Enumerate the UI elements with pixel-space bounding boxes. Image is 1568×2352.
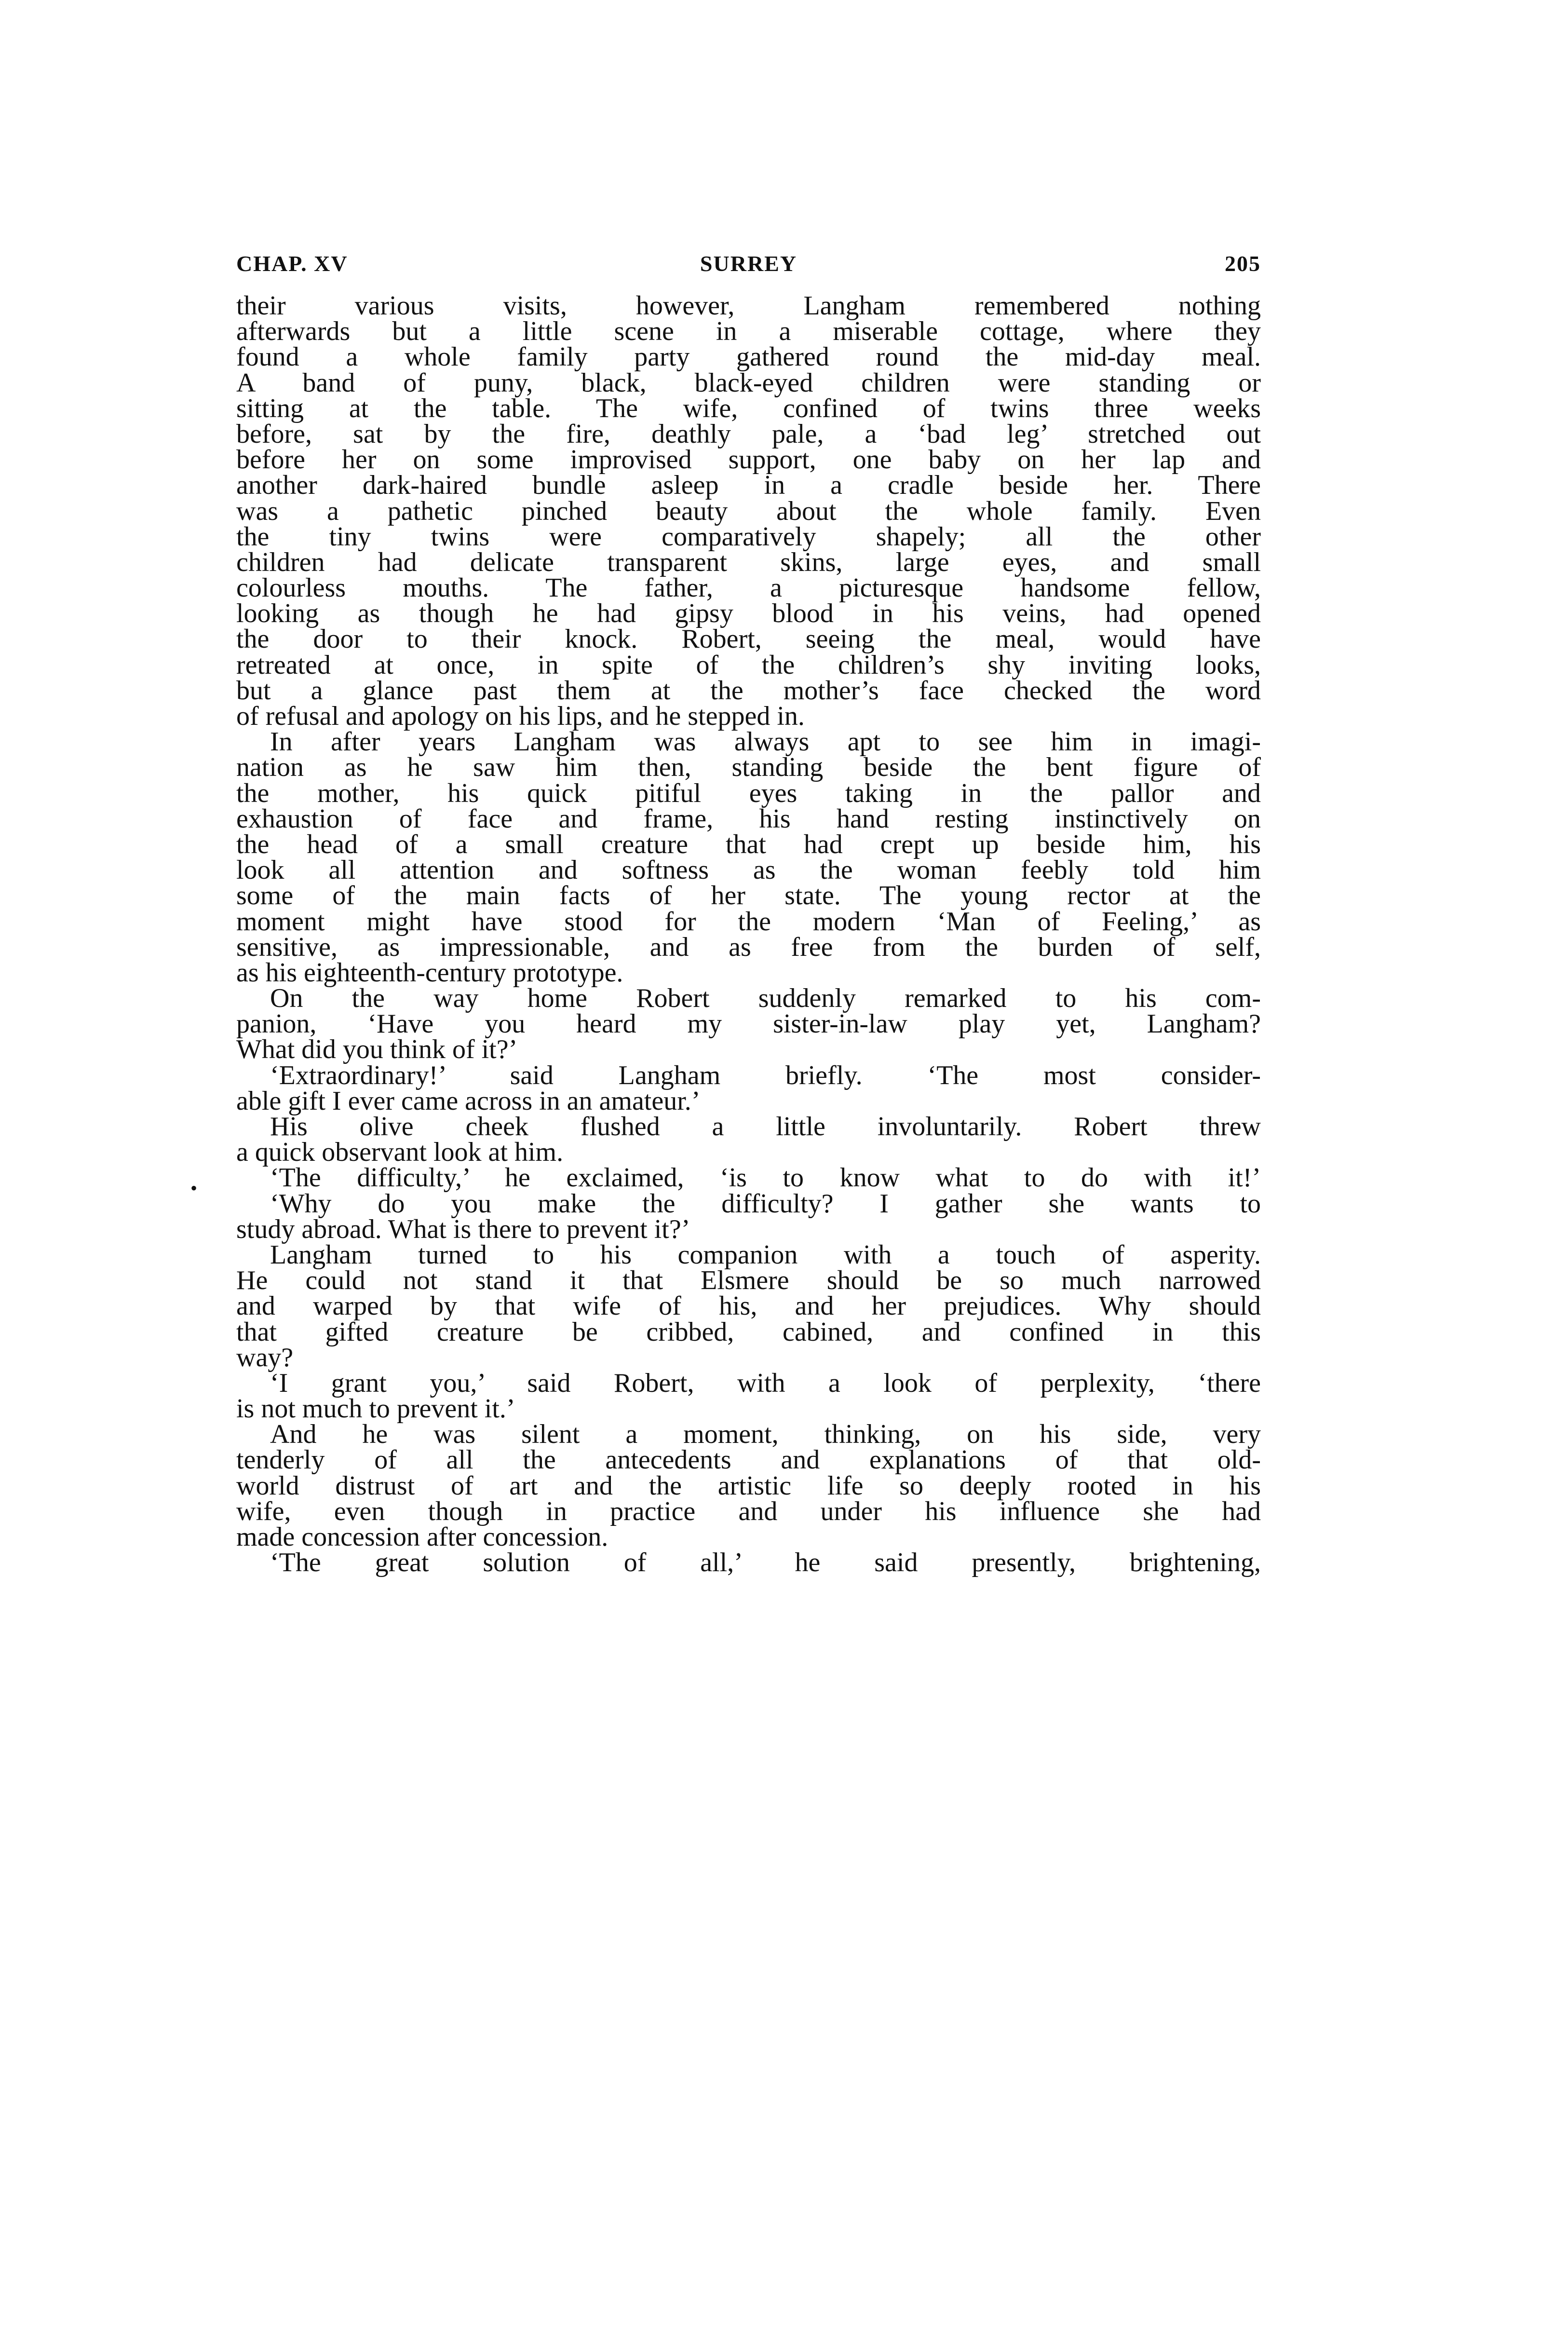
text-line: look all attention and softness as the woman feebly told him bbox=[236, 855, 1261, 885]
text-line: In after years Langham was always apt to see him in imagi- bbox=[270, 727, 1261, 757]
text-line: ‘The difficulty,’ he exclaimed, ‘is to know what to do with it!’ bbox=[270, 1163, 1261, 1193]
text-line: found a whole family party gathered round the mid-day meal. bbox=[236, 342, 1261, 372]
text-line: some of the main facts of her state. The young rector at the bbox=[236, 881, 1261, 911]
text-line: world distrust of art and the artistic life so deeply rooted in his bbox=[236, 1470, 1261, 1501]
text-line: of refusal and apology on his lips, and he stepped in. bbox=[236, 701, 805, 731]
text-line: the head of a small creature that had crept up beside him, his bbox=[236, 829, 1261, 859]
text-line: the tiny twins were comparatively shapely; all the other bbox=[236, 521, 1261, 552]
text-line: made concession after concession. bbox=[236, 1522, 608, 1552]
text-line: ‘Extraordinary!’ said Langham briefly. ‘The most consider- bbox=[270, 1060, 1261, 1090]
page-number: 205 bbox=[1225, 251, 1261, 276]
text-line: that gifted creature be cribbed, cabined, and confined in this bbox=[236, 1317, 1261, 1347]
text-line: their various visits, however, Langham remembered nothing bbox=[236, 291, 1261, 321]
margin-dot: • bbox=[190, 1177, 198, 1199]
running-header bbox=[236, 251, 1261, 285]
text-line: way? bbox=[236, 1342, 294, 1373]
text-line: before her on some improvised support, one baby on her lap and bbox=[236, 445, 1261, 475]
text-line: sitting at the table. The wife, confined of twins three weeks bbox=[236, 393, 1261, 423]
text-line: On the way home Robert suddenly remarked to his com- bbox=[270, 983, 1261, 1014]
text-line: retreated at once, in spite of the children’s shy inviting looks, bbox=[236, 650, 1261, 680]
text-line: but a glance past them at the mother’s face checked the word bbox=[236, 675, 1261, 706]
page-body-text bbox=[236, 293, 1261, 1576]
text-line: tenderly of all the antecedents and explanations of that old- bbox=[236, 1445, 1261, 1475]
text-line: looking as though he had gipsy blood in his veins, had opened bbox=[236, 598, 1261, 629]
text-line: exhaustion of face and frame, his hand resting instinctively on bbox=[236, 803, 1261, 834]
text-line: wife, even though in practice and under his influence she had bbox=[236, 1496, 1261, 1526]
text-line: nation as he saw him then, standing beside the bent figure of bbox=[236, 752, 1261, 783]
text-line: ‘The great solution of all,’ he said presently, brightening, bbox=[270, 1548, 1261, 1578]
text-line: What did you think of it?’ bbox=[236, 1034, 518, 1065]
chapter-label: CHAP. XV bbox=[236, 251, 348, 276]
text-line: the door to their knock. Robert, seeing the meal, would have bbox=[236, 624, 1261, 654]
text-line: another dark-haired bundle asleep in a cradle beside her. There bbox=[236, 470, 1261, 501]
text-line: His olive cheek flushed a little involuntarily. Robert threw bbox=[270, 1112, 1261, 1142]
text-line: ‘I grant you,’ said Robert, with a look of perplexity, ‘there bbox=[270, 1368, 1261, 1398]
text-line: able gift I ever came across in an amateur.’ bbox=[236, 1086, 701, 1116]
running-title: SURREY bbox=[700, 251, 798, 276]
text-line: colourless mouths. The father, a picturesque handsome fellow, bbox=[236, 573, 1261, 603]
text-line: Langham turned to his companion with a touch of asperity. bbox=[270, 1239, 1261, 1270]
text-line: a quick observant look at him. bbox=[236, 1137, 564, 1168]
text-line: was a pathetic pinched beauty about the whole family. Even bbox=[236, 496, 1261, 526]
text-line: as his eighteenth-century prototype. bbox=[236, 957, 623, 988]
text-line: before, sat by the fire, deathly pale, a ‘bad leg’ stretched out bbox=[236, 419, 1261, 449]
text-line: He could not stand it that Elsmere should be so much narrowed bbox=[236, 1265, 1261, 1296]
text-line: A band of puny, black, black-eyed children were standing or bbox=[236, 367, 1261, 398]
text-line: sensitive, as impressionable, and as free from the burden of self, bbox=[236, 932, 1261, 962]
text-line: is not much to prevent it.’ bbox=[236, 1394, 515, 1424]
text-line: and warped by that wife of his, and her prejudices. Why should bbox=[236, 1291, 1261, 1321]
text-line: children had delicate transparent skins, large eyes, and small bbox=[236, 547, 1261, 577]
text-line: moment might have stood for the modern ‘Man of Feeling,’ as bbox=[236, 906, 1261, 937]
text-line: panion, ‘Have you heard my sister-in-law play yet, Langham? bbox=[236, 1009, 1261, 1039]
text-line: afterwards but a little scene in a miserable cottage, where they bbox=[236, 316, 1261, 347]
text-line: ‘Why do you make the difficulty? I gather she wants to bbox=[270, 1188, 1261, 1219]
text-line: the mother, his quick pitiful eyes taking in the pallor and bbox=[236, 778, 1261, 808]
text-line: And he was silent a moment, thinking, on his side, very bbox=[270, 1419, 1261, 1450]
text-line: study abroad. What is there to prevent it?’ bbox=[236, 1214, 690, 1244]
